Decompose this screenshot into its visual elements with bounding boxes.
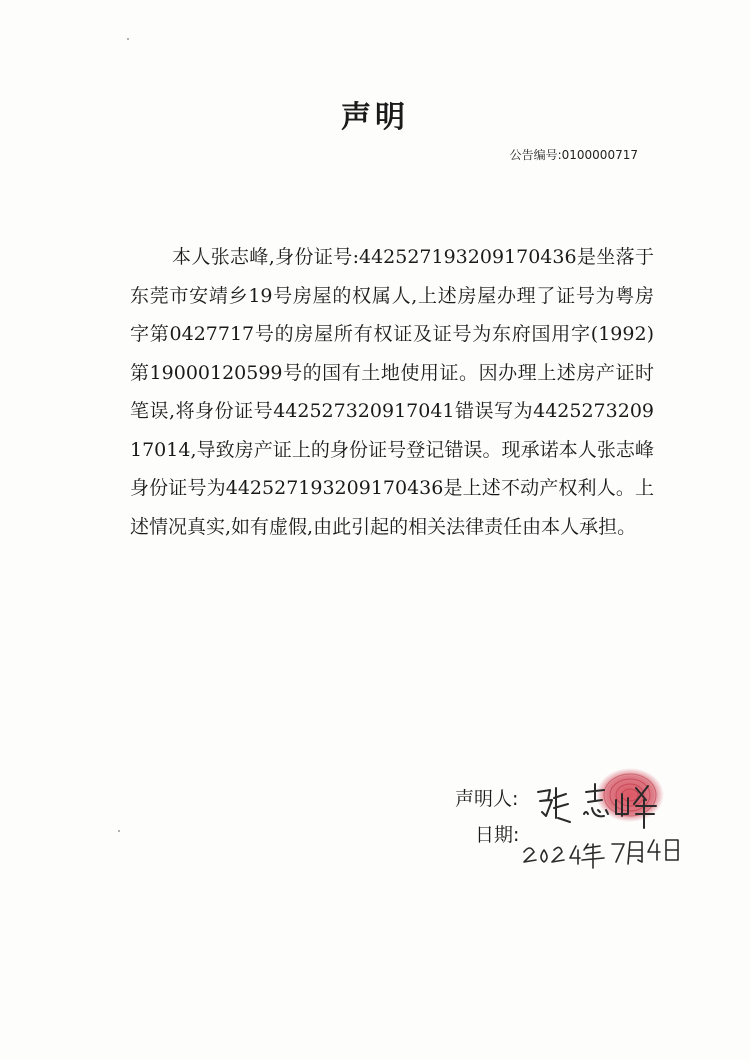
scan-speck [118, 830, 120, 832]
declaration-body: 本人张志峰,身份证号:442527193209170436是坐落于东莞市安靖乡19号房屋的权属人,上述房屋办理了证号为粤房字第0427717号的房屋所有权证及证号为东府国用字(1992)第19000120599号的国有土地使用证。因办理上述房产证时笔误,将身份证号442527320917041错误写为442527320917014,导致房产证上的身份证号登记错误。现承诺本人张志峰身份证号为442527193209170436是上述不动产权利人。上述情况真实,如有虚假,由此引起的相关法律责任由本人承担。 [130, 246, 654, 538]
handwritten-signature [532, 770, 672, 830]
declarant-label: 声明人: [455, 788, 519, 810]
date-label: 日期: [475, 824, 520, 846]
handwritten-date [520, 830, 680, 870]
notice-number: 公告编号:0100000717 [509, 148, 638, 162]
document-title: 声明 [341, 100, 409, 135]
scan-speck [127, 38, 129, 40]
